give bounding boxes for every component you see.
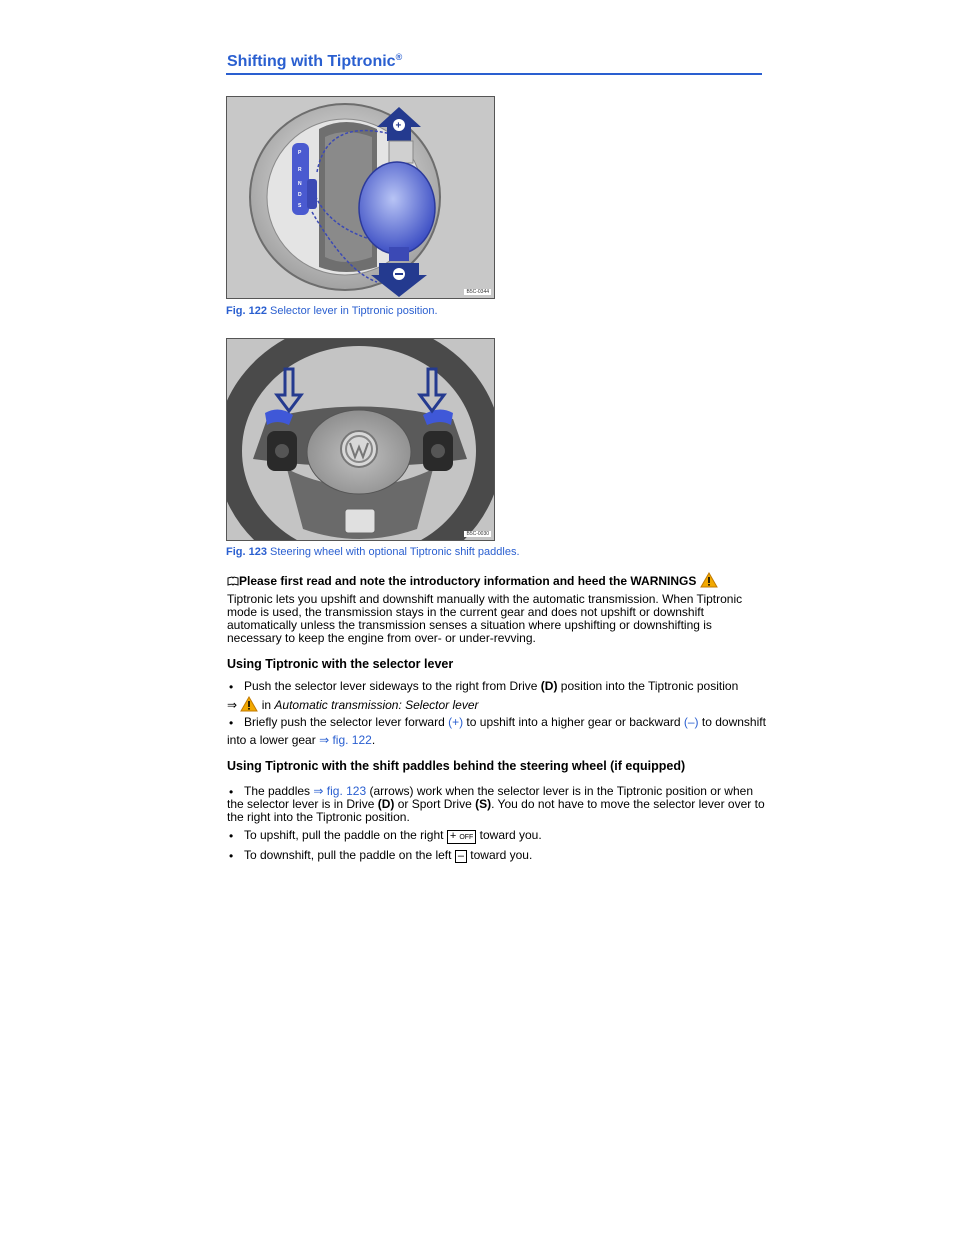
section-heading: Using Tiptronic with the shift paddles behind the steering wheel (if equipped) <box>227 759 686 773</box>
list-item: The paddles ⇒ fig. 123 (arrows) work when the selector lever is in the Tiptronic position or when <box>244 784 753 798</box>
figure-link[interactable]: ⇒ fig. 122 <box>319 733 372 747</box>
figure-selector-lever <box>226 96 495 299</box>
figure-code: B5C-0344 <box>466 289 489 295</box>
bullet: • <box>229 716 234 730</box>
intro-note: Please first read and note the introductory information and heed the WARNINGS <box>227 572 718 588</box>
figure-code: B5C-0030 <box>466 531 489 537</box>
warning-icon[interactable] <box>240 696 258 712</box>
gear-letter: R <box>298 167 302 173</box>
figure-caption: Fig. 123 Steering wheel with optional Tiptronic shift paddles. <box>226 546 520 558</box>
warning-reference: ⇒ in Automatic transmission: Selector lever <box>227 698 479 712</box>
title-rule <box>226 73 762 75</box>
svg-text:+: + <box>395 120 402 132</box>
bullet: • <box>229 849 234 863</box>
page-title: Shifting with Tiptronic® <box>227 52 403 70</box>
figure-caption: Fig. 122 Selector lever in Tiptronic position. <box>226 305 438 317</box>
gear-letter: P <box>298 150 302 156</box>
warning-icon[interactable] <box>700 572 718 588</box>
list-item: To upshift, pull the paddle on the right + OFF toward you. <box>244 828 542 842</box>
list-item-continued: into a lower gear ⇒ fig. 122. <box>227 733 376 747</box>
figure-steering-wheel <box>226 338 495 541</box>
selector-lever-illustration <box>227 97 494 298</box>
book-icon <box>227 576 239 586</box>
list-item-continued: the selector lever is in Drive (D) or Sport Drive (S). You do not have to move the selector lever over to <box>227 797 765 811</box>
reference-link[interactable]: Automatic transmission: Selector lever <box>274 698 479 712</box>
list-item: Briefly push the selector lever forward (+) to upshift into a higher gear or backward (–) to downshift <box>244 715 766 729</box>
bullet: • <box>229 785 234 799</box>
figure-link[interactable]: ⇒ fig. 123 <box>313 784 367 798</box>
upshift-key: + OFF <box>447 830 477 844</box>
steering-wheel-illustration <box>227 339 494 540</box>
downshift-key: – <box>455 850 467 863</box>
section-heading: Using Tiptronic with the selector lever <box>227 657 454 671</box>
gear-letter: N <box>298 181 302 187</box>
list-item: To downshift, pull the paddle on the left – toward you. <box>244 848 533 862</box>
list-item: Push the selector lever sideways to the right from Drive (D) position into the Tiptronic position <box>244 679 739 693</box>
bullet: • <box>229 680 234 694</box>
gear-letter: S <box>298 203 302 209</box>
intro-paragraph: Tiptronic lets you upshift and downshift manually with the automatic transmission. When Tiptronic mode is used, the transmission stays in the current gear and does not upshift or downshift automatically unless the transmission senses a situation where upshifting or downshifting is necessary to keep the engine from over- or under-revving. <box>227 592 743 645</box>
list-item-continued: the right into the Tiptronic position. <box>227 810 410 824</box>
gear-letter: D <box>298 192 302 198</box>
bullet: • <box>229 829 234 843</box>
